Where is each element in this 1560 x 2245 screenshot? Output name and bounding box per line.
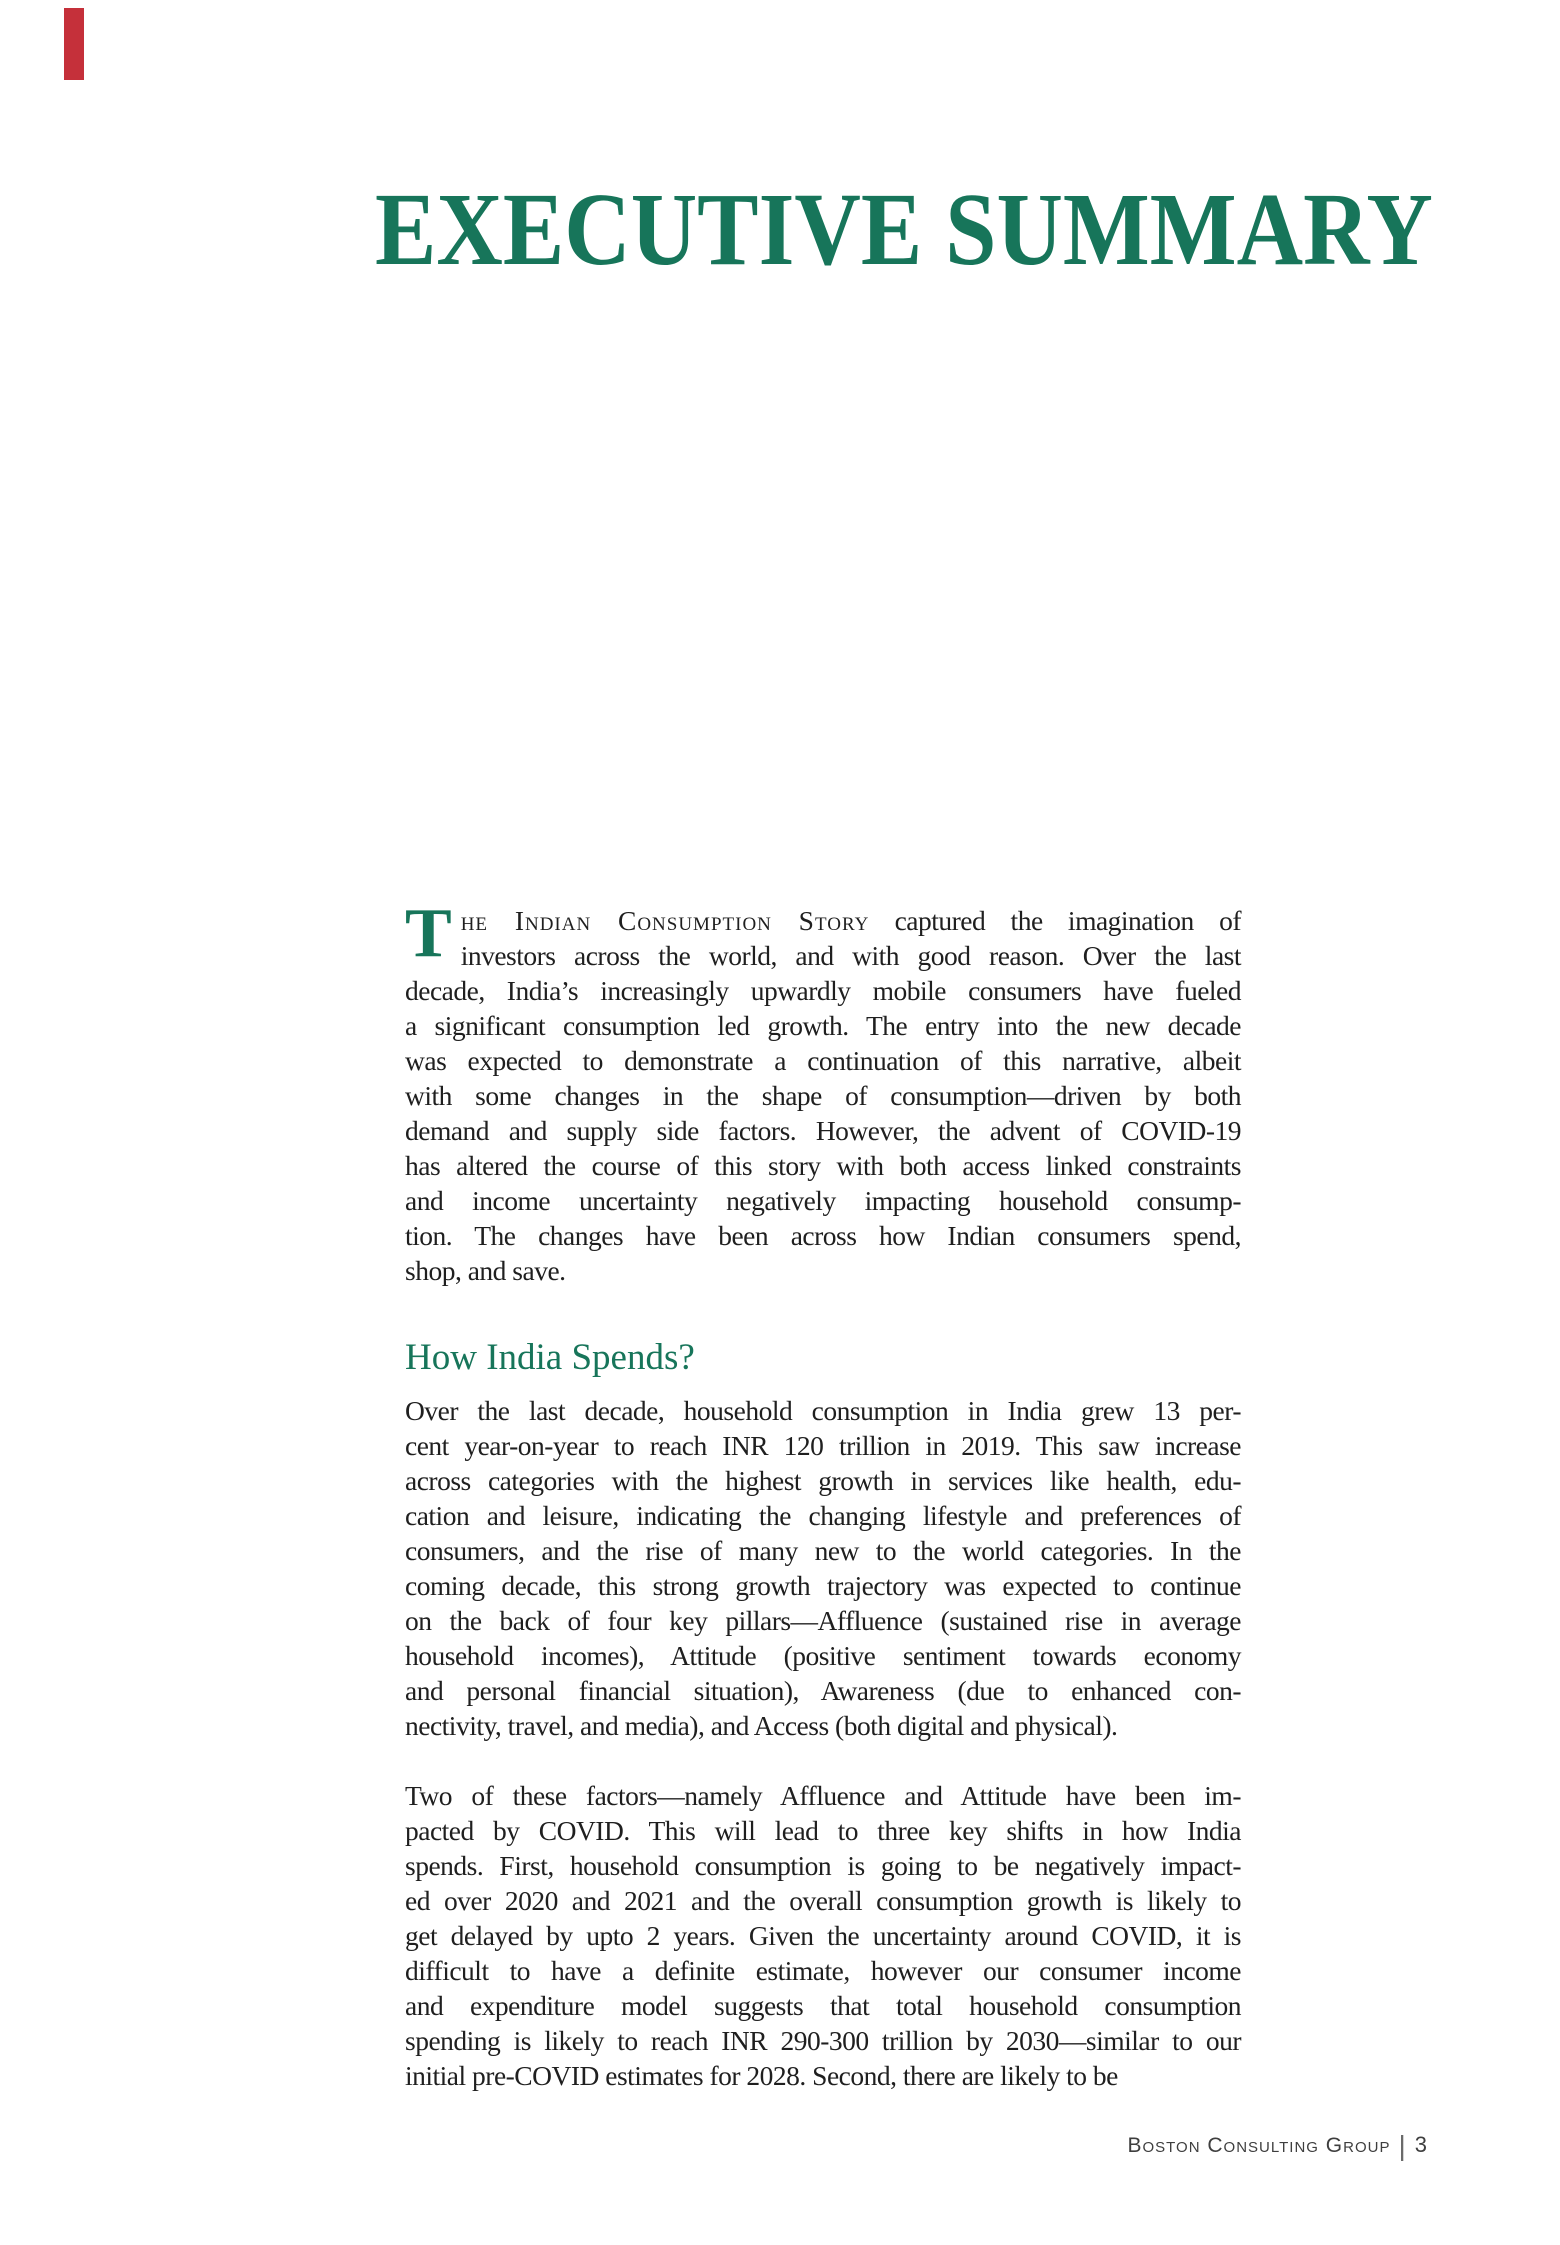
text-line: Over the last decade, household consumption in India grew 13 per-: [405, 1395, 1241, 1426]
text-line: consumers, and the rise of many new to the world categories. In the: [405, 1535, 1241, 1566]
footer-brand: Boston Consulting Group: [1127, 2134, 1391, 2157]
section-heading: How India Spends?: [405, 1337, 695, 1378]
intro-paragraph: [405, 895, 1241, 1288]
intro-first-line: [405, 903, 1241, 938]
text-line: cation and leisure, indicating the changing lifestyle and preferences of: [405, 1500, 1241, 1531]
page-footer: [1127, 2130, 1428, 2162]
text-line: on the back of four key pillars—Affluence (sustained rise in average: [405, 1605, 1241, 1636]
section-paragraph-1: [405, 1393, 1241, 1743]
text-line: ed over 2020 and 2021 and the overall consumption growth is likely to: [405, 1885, 1241, 1916]
intro-lines: [405, 938, 1241, 1288]
text-line: tion. The changes have been across how Indian consumers spend,: [405, 1220, 1241, 1251]
text-line: and expenditure model suggests that total household consumption: [405, 1990, 1241, 2021]
text-line: get delayed by upto 2 years. Given the uncertainty around COVID, it is: [405, 1920, 1241, 1951]
text-line: coming decade, this strong growth trajectory was expected to continue: [405, 1570, 1241, 1601]
text-line: household incomes), Attitude (positive sentiment towards economy: [405, 1640, 1241, 1671]
text-line: and income uncertainty negatively impacting household consump-: [405, 1185, 1241, 1216]
intro-first-line-rest: captured the imagination of: [894, 905, 1241, 936]
text-line: spends. First, household consumption is going to be negatively impact-: [405, 1850, 1241, 1881]
lead-small-caps: he Indian Consumption Story: [460, 905, 870, 936]
page-title: EXECUTIVE SUMMARY: [375, 172, 1433, 287]
section-bookmark-ribbon: [64, 8, 84, 80]
text-line: cent year-on-year to reach INR 120 trillion in 2019. This saw increase: [405, 1430, 1241, 1461]
text-line: initial pre-COVID estimates for 2028. Second, there are likely to be: [405, 2060, 1118, 2091]
text-line: shop, and save.: [405, 1255, 566, 1286]
text-line: nectivity, travel, and media), and Access (both digital and physical).: [405, 1710, 1118, 1741]
text-line: investors across the world, and with good reason. Over the last: [460, 940, 1241, 971]
text-line: a significant consumption led growth. The entry into the new decade: [405, 1010, 1241, 1041]
text-line: Two of these factors—namely Affluence and Attitude have been im-: [405, 1780, 1241, 1811]
text-line: and personal financial situation), Awareness (due to enhanced con-: [405, 1675, 1241, 1706]
text-line: decade, India’s increasingly upwardly mobile consumers have fueled: [405, 975, 1241, 1006]
text-line: demand and supply side factors. However, the advent of COVID-19: [405, 1115, 1241, 1146]
footer-page-number: 3: [1414, 2132, 1428, 2157]
text-line: spending is likely to reach INR 290-300 trillion by 2030—similar to our: [405, 2025, 1241, 2056]
text-line: has altered the course of this story with both access linked constraints: [405, 1150, 1241, 1181]
text-line: with some changes in the shape of consumption—driven by both: [405, 1080, 1241, 1111]
text-line: pacted by COVID. This will lead to three key shifts in how India: [405, 1815, 1241, 1846]
footer-divider: |: [1398, 2130, 1407, 2161]
section-paragraph-2: [405, 1778, 1241, 2093]
text-line: difficult to have a definite estimate, however our consumer income: [405, 1955, 1241, 1986]
drop-cap: T: [405, 895, 452, 972]
text-line: across categories with the highest growth in services like health, edu-: [405, 1465, 1241, 1496]
body-column: [405, 895, 1241, 2093]
text-line: was expected to demonstrate a continuation of this narrative, albeit: [405, 1045, 1241, 1076]
